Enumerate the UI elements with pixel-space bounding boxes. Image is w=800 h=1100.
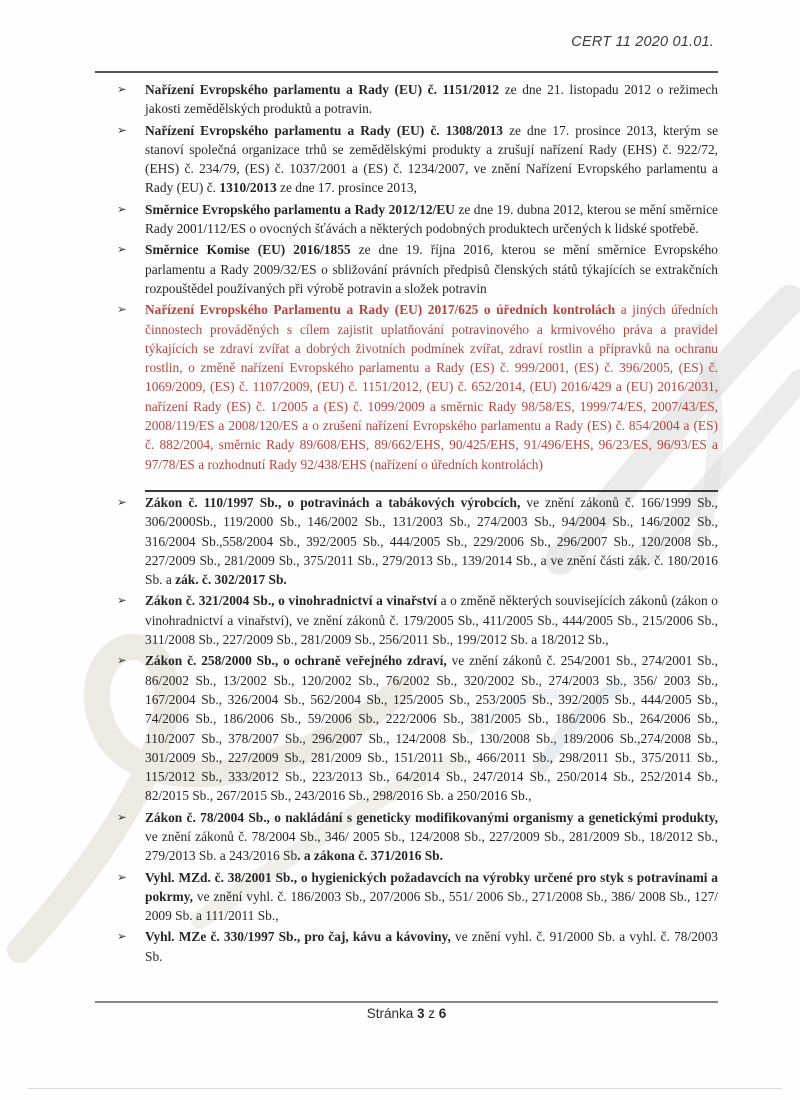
list-item — [95, 808, 718, 866]
arrow-bullet-icon: ➢ — [117, 593, 127, 608]
arrow-bullet-icon: ➢ — [117, 82, 127, 96]
item-text: Nařízení Evropského parlamentu a Rady (EU) č. 1308/2013 ze dne 17. prosince 2013, kterým se stanoví společná organizace trhů se zemědělskými produkty a zrušují nařízení Rady (EHS) č. 922/72, (EHS) č. 234/79, (ES) č. 1037/2001 a (ES) č. 1234/2007, ve znění Nařízení Evropského parlamentu a Rady (EU) č. 1310/2013 ze dne 17. prosince 2013, — [145, 122, 719, 196]
list-item — [95, 80, 718, 119]
item-text: Zákon č. 110/1997 Sb., o potravinách a tabákových výrobcích, ve znění zákonů č. 166/1999 Sb., 306/2000Sb., 119/2000 Sb., 146/2002 Sb., 131/2003 Sb., 274/2003 Sb., 94/2004 Sb., 146/2002 Sb., 316/2004 Sb.,558/2004 Sb., 392/2005 Sb., 444/2005 Sb., 229/2006 Sb., 296/2007 Sb., 120/2008 Sb., 227/2009 Sb., 281/2009 Sb., 375/2011 Sb., 279/2013 Sb., 139/2014 Sb., a ve znění části zák. č. 180/2016 Sb. a zák. č. 302/2017 Sb. — [145, 494, 718, 588]
page-current: 3 — [416, 1006, 425, 1021]
arrow-bullet-icon: ➢ — [117, 653, 127, 668]
item-text: Směrnice Evropského parlamentu a Rady 2012/12/EU ze dne 19. dubna 2012, kterou se mění směrnice Rady 2001/112/ES o ovocných šťávách a některých podobných produktech určených k lidské spotřebě. — [145, 201, 718, 237]
list-item — [95, 121, 718, 198]
item-text: Zákon č. 321/2004 Sb., o vinohradnictví a vinařství a o změně některých souvisejících zákonů (zákon o vinohradnictví a vinařství), ve znění zákonů č. 179/2005 Sb., 411/2005 Sb., 444/2005 Sb., 215/2006 Sb., 311/2008 Sb., 227/2009 Sb., 281/2009 Sb., 256/2011 Sb., 199/2012 Sb. a 18/2012 Sb., — [145, 593, 718, 648]
list-item — [95, 200, 718, 239]
item-text: Vyhl. MZe č. 330/1997 Sb., pro čaj, kávu a kávoviny, ve znění vyhl. č. 91/2000 Sb. a vyhl. č. 78/2003 Sb. — [145, 929, 718, 964]
footer-rule — [95, 1001, 718, 1003]
arrow-bullet-icon: ➢ — [117, 122, 127, 137]
page-label: Stránka — [366, 1006, 414, 1021]
list-item — [95, 493, 718, 589]
item-text: Směrnice Komise (EU) 2016/1855 ze dne 19. října 2016, kterou se mění směrnice Evropského parlamentu a Rady 2009/32/ES o sbližování právních předpisů členských států týkajících se extrakčních rozpouštědel používaných při výrobě potravin a složek potravin — [145, 242, 718, 296]
header-rule — [95, 71, 718, 73]
regulation-list — [95, 80, 718, 968]
list-item — [95, 240, 718, 298]
item-text: Nařízení Evropského parlamentu a Rady (EU) č. 1151/2012 ze dne 21. listopadu 2012 o režimech jakosti zemědělských produktů a potravin. — [145, 82, 718, 117]
document-code: CERT 11 2020 01.01. — [571, 34, 714, 50]
arrow-bullet-icon: ➢ — [117, 242, 127, 257]
item-text: Zákon č. 78/2004 Sb., o nakládání s geneticky modifikovanými organismy a genetickými produkty, ve znění zákonů č. 78/2004 Sb., 346/ 2005 Sb., 124/2008 Sb., 227/2009 Sb., 281/2009 Sb., 18/2012 Sb., 279/2013 Sb. a 243/2016 Sb. a zákona č. 371/2016 Sb. — [145, 809, 718, 864]
arrow-bullet-icon: ➢ — [117, 929, 127, 944]
scan-edge-artifact — [28, 1088, 782, 1089]
list-item — [95, 300, 718, 474]
arrow-bullet-icon: ➢ — [117, 809, 127, 824]
item-text: Zákon č. 258/2000 Sb., o ochraně veřejného zdraví, ve znění zákonů č. 254/2001 Sb., 274/2001 Sb., 86/2002 Sb., 13/2002 Sb., 120/2002 Sb., 76/2002 Sb., 320/2002 Sb., 274/2003 Sb., 356/ 2003 Sb., 167/2004 Sb., 326/2004 Sb., 562/2004 Sb., 125/2005 Sb., 253/2005 Sb., 392/2005 Sb., 444/2005 Sb., 74/2006 Sb., 186/2006 Sb., 59/2006 Sb., 222/2006 Sb., 381/2005 Sb., 186/2006 Sb., 264/2006 Sb., 110/2007 Sb., 378/2007 Sb., 296/2007 Sb., 124/2008 Sb., 130/2008 Sb., 189/2006 Sb.,274/2008 Sb., 301/2009 Sb., 227/2009 Sb., 281/2009 Sb., 151/2011 Sb., 466/2011 Sb., 298/2011 Sb., 375/2011 Sb., 115/2012 Sb., 333/2012 Sb., 223/2013 Sb., 64/2014 Sb., 247/2014 Sb., 250/2014 Sb., 252/2014 Sb., 82/2015 Sb., 267/2015 Sb., 243/2016 Sb., 298/2016 Sb. a 250/2016 Sb., — [145, 653, 718, 804]
arrow-bullet-icon: ➢ — [117, 494, 127, 509]
section-separator-rule — [145, 490, 718, 492]
list-item — [95, 591, 718, 649]
list-item — [95, 927, 718, 966]
item-text: Nařízení Evropského Parlamentu a Rady (EU) 2017/625 o úředních kontrolách a jiných úředních činnostech prováděných s cílem zajistit uplatňování potravinového a krmivového práva a pravidel týkajících se zdraví zvířat a dobrých životních podmínek zvířat, zdraví rostlin a přípravků na ochranu rostlin, o změně nařízení Evropského parlamentu a Rady (ES) č. 999/2001, (ES) č. 396/2005, (ES) č. 1069/2009, (ES) č. 1107/2009, (EU) č. 1151/2012, (EU) č. 652/2014, (EU) 2016/429 a (EU) 2016/2031, nařízení Rady (ES) č. 1/2005 a (ES) č. 1099/2009 a směrnic Rady 98/58/ES, 1999/74/ES, 2007/43/ES, 2008/119/ES a 2008/120/ES a o zrušení nařízení Evropského parlamentu a Rady (ES) č. 854/2004 a (ES) č. 882/2004, směrnic Rady 89/608/EHS, 89/662/EHS, 90/425/EHS, 91/496/EHS, 96/23/ES, 96/93/ES a 97/78/ES a rozhodnutí Rady 92/438/EHS (nařízení o úředních kontrolách) — [145, 302, 718, 472]
arrow-bullet-icon: ➢ — [117, 201, 127, 216]
page-number — [95, 1006, 718, 1021]
page-total: 6 — [438, 1006, 447, 1021]
list-item — [95, 651, 718, 805]
arrow-bullet-icon: ➢ — [117, 302, 127, 317]
page-footer — [95, 1001, 718, 1021]
arrow-bullet-icon: ➢ — [117, 869, 127, 884]
list-item — [95, 868, 718, 926]
page-of-word: z — [428, 1006, 436, 1021]
item-text: Vyhl. MZd. č. 38/2001 Sb., o hygienických požadavcích na výrobky určené pro styk s potravinami a pokrmy, ve znění vyhl. č. 186/2003 Sb., 207/2006 Sb., 551/ 2006 Sb., 271/2008 Sb., 386/ 2008 Sb., 127/ 2009 Sb. a 111/2011 Sb., — [145, 869, 718, 924]
